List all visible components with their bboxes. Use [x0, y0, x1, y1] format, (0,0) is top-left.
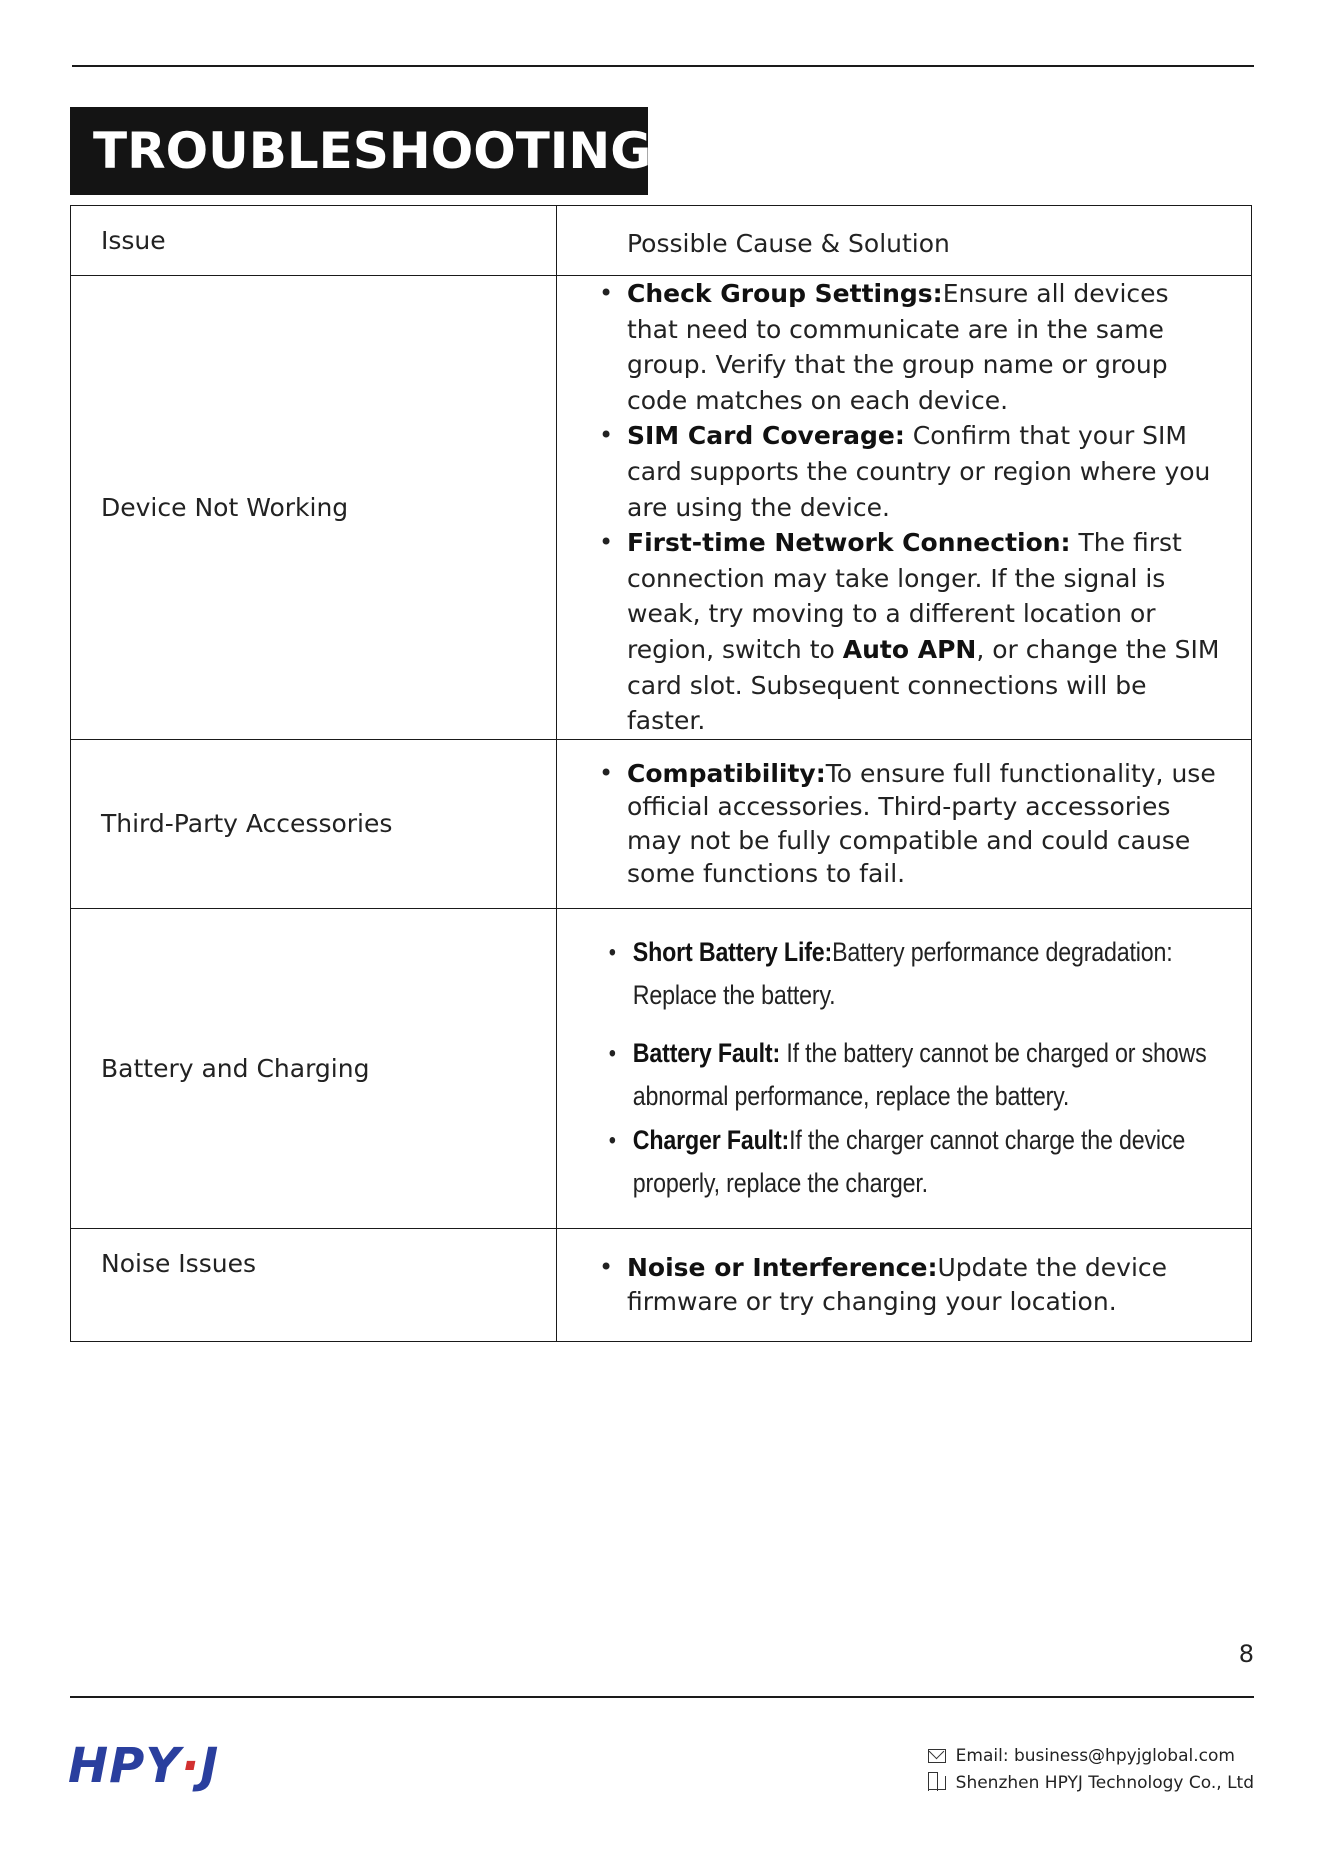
solution-list [597, 757, 1221, 891]
contact-email-row [928, 1742, 1254, 1769]
contact-email: Email: business@hpyjglobal.com [955, 1745, 1235, 1766]
list-item [607, 1119, 1220, 1206]
list-item [597, 525, 1221, 739]
table-row [71, 276, 1252, 740]
logo-main: HPY [68, 1738, 182, 1794]
logo-dot: · [181, 1738, 201, 1794]
building-icon [928, 1776, 946, 1790]
list-item [597, 276, 1221, 418]
issue-cell: Battery and Charging [71, 908, 557, 1228]
table-header-row [71, 206, 1252, 276]
contact-company: Shenzhen HPYJ Technology Co., Ltd [955, 1772, 1254, 1793]
item-heading: First-time Network Connection: [627, 528, 1071, 558]
list-item [597, 757, 1221, 891]
item-text: To ensure full functionality, use official accessories. Third-party accessories may not be fully compatible and could cause some functions to fail. [627, 758, 1216, 889]
list-item [597, 418, 1221, 525]
item-text: , or change the SIM card slot. Subsequent connections will be faster. [627, 634, 1220, 736]
item-text: If the battery cannot be charged or shows abnormal performance, replace the battery. [632, 1037, 1207, 1112]
item-text: Update the device firmware or try changing your location. [627, 1253, 1168, 1316]
page-title: TROUBLESHOOTING [70, 107, 648, 195]
top-rule [72, 65, 1254, 67]
header-issue: Issue [71, 206, 557, 276]
issue-cell: Device Not Working [71, 276, 557, 740]
solution-list [597, 276, 1221, 739]
solution-cell [557, 739, 1252, 908]
contact-info [928, 1742, 1254, 1796]
solution-list [607, 931, 1221, 1206]
item-heading: Check Group Settings: [627, 279, 943, 308]
list-item [607, 931, 1220, 1018]
item-heading: SIM Card Coverage: [627, 421, 905, 451]
brand-logo [68, 1738, 219, 1794]
contact-company-row [928, 1769, 1254, 1796]
solution-list [597, 1251, 1221, 1318]
table-row [71, 1228, 1252, 1341]
item-emphasis: Auto APN [842, 634, 977, 664]
list-item [597, 1251, 1221, 1318]
item-text: Confirm that your SIM card supports the country or region where you are using the device. [627, 421, 1211, 522]
solution-cell [557, 908, 1252, 1228]
item-heading: Charger Fault: [632, 1124, 790, 1155]
troubleshooting-table [70, 205, 1252, 1342]
item-heading: Battery Fault: [632, 1037, 781, 1068]
item-text: Battery performance degradation: Replace the battery. [632, 936, 1173, 1011]
list-item [607, 1032, 1220, 1119]
table-row [71, 739, 1252, 908]
solution-cell [557, 1228, 1252, 1341]
bottom-rule [70, 1696, 1254, 1698]
issue-cell: Noise Issues [71, 1228, 557, 1341]
item-text: The first connection may take longer. If the signal is weak, try moving to a different location or region, switch to [627, 528, 1182, 664]
solution-cell [557, 276, 1252, 740]
item-text: Ensure all devices that need to communicate are in the same group. Verify that the group name or group code matches on each device. [627, 279, 1169, 415]
item-heading: Compatibility: [627, 758, 826, 788]
item-text: If the charger cannot charge the device properly, replace the charger. [632, 1124, 1186, 1199]
logo-end: J [200, 1738, 220, 1794]
issue-cell: Third-Party Accessories [71, 739, 557, 908]
page-number: 8 [1238, 1640, 1254, 1668]
item-heading: Noise or Interference: [627, 1253, 938, 1283]
header-solution: Possible Cause & Solution [557, 206, 1252, 276]
item-heading: Short Battery Life: [632, 936, 833, 967]
mail-icon [928, 1749, 946, 1763]
table-row [71, 908, 1252, 1228]
